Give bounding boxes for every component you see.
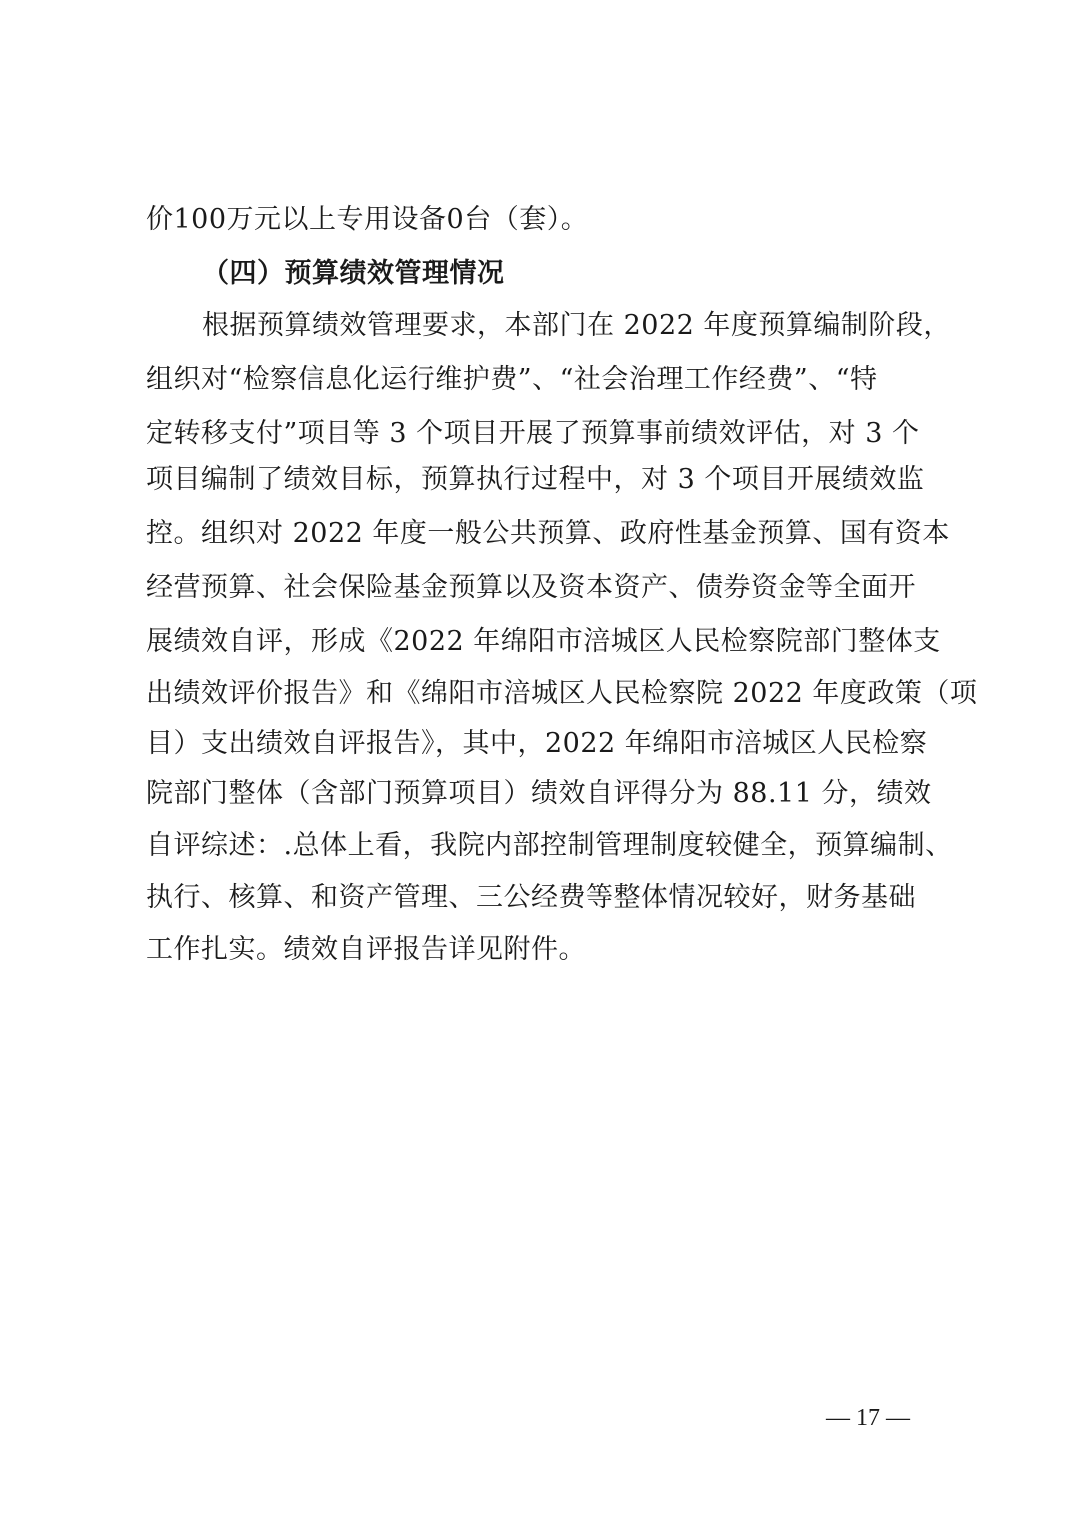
body-text-line: 工作扎实。绩效自评报告详见附件。 bbox=[146, 934, 586, 965]
body-text-line: 展绩效自评，形成《2022 年绵阳市涪城区人民检察院部门整体支 bbox=[146, 626, 941, 657]
body-text-line: 项目编制了绩效目标，预算执行过程中，对 3 个项目开展绩效监 bbox=[146, 464, 925, 495]
paragraph-first-line: 根据预算绩效管理要求，本部门在 2022 年度预算编制阶段， bbox=[202, 310, 951, 341]
body-text-line: 组织对“检察信息化运行维护费”、“社会治理工作经费”、“特 bbox=[146, 364, 878, 395]
body-text-line: 自评综述：.总体上看，我院内部控制管理制度较健全，预算编制、 bbox=[146, 830, 953, 861]
body-text-line: 控。组织对 2022 年度一般公共预算、政府性基金预算、国有资本 bbox=[146, 518, 950, 549]
page-number: — 17 — bbox=[826, 1405, 910, 1431]
section-heading: （四）预算绩效管理情况 bbox=[202, 258, 505, 289]
body-text-line: 经营预算、社会保险基金预算以及资本资产、债券资金等全面开 bbox=[146, 572, 916, 603]
body-text-line: 院部门整体（含部门预算项目）绩效自评得分为 88.11 分，绩效 bbox=[146, 778, 932, 809]
body-text-line: 执行、核算、和资产管理、三公经费等整体情况较好，财务基础 bbox=[146, 882, 916, 913]
body-text-line: 价100万元以上专用设备0台（套）。 bbox=[146, 204, 589, 235]
body-text-line: 定转移支付”项目等 3 个项目开展了预算事前绩效评估，对 3 个 bbox=[146, 418, 920, 449]
body-text-line: 目）支出绩效自评报告》，其中，2022 年绵阳市涪城区人民检察 bbox=[146, 728, 928, 759]
body-text-line: 出绩效评价报告》和《绵阳市涪城区人民检察院 2022 年度政策（项 bbox=[146, 678, 978, 709]
